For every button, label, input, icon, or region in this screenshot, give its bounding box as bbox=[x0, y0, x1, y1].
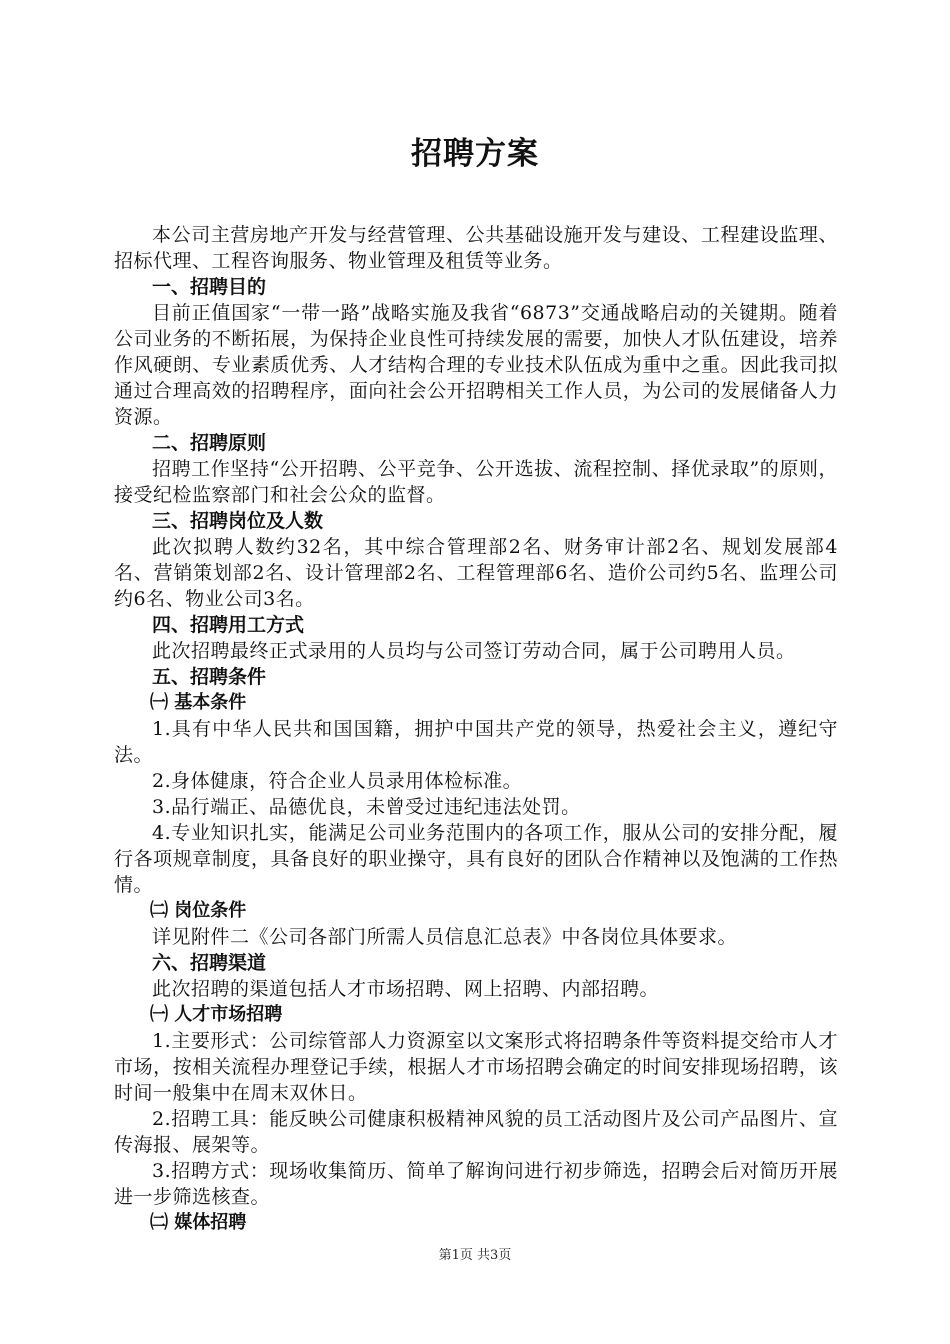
list-item: 4.专业知识扎实，能满足公司业务范围内的各项工作，服从公司的安排分配，履行各项规章制度，具备良好的职业操守，具有良好的团队合作精神以及饱满的工作热情。 bbox=[114, 822, 838, 896]
document-body bbox=[114, 222, 838, 1236]
subsection-heading-post: ㈡ 岗位条件 bbox=[150, 900, 247, 921]
section-heading-conditions: 五、招聘条件 bbox=[152, 666, 267, 688]
list-item: 2.身体健康，符合企业人员录用体检标准。 bbox=[152, 770, 523, 792]
subsection-heading-basic: ㈠ 基本条件 bbox=[150, 692, 247, 713]
section-text-employment: 此次招聘最终正式录用的人员均与公司签订劳动合同，属于公司聘用人员。 bbox=[152, 640, 796, 662]
section-heading-employment: 四、招聘用工方式 bbox=[152, 614, 305, 636]
section-text-purpose: 目前正值国家“一带一路”战略实施及我省“6873”交通战略启动的关键期。随着公司业务的不断拓展，为保持企业良性可持续发展的需要，加快人才队伍建设，培养作风硬朗、专业素质优秀、人才结构合理的专业技术队伍成为重中之重。因此我司拟通过合理高效的招聘程序，面向社会公开招聘相关工作人员，为公司的发展储备人力资源。 bbox=[114, 302, 838, 428]
list-item: 1.主要形式：公司综管部人力资源室以文案形式将招聘条件等资料提交给市人才市场，按相关流程办理登记手续，根据人才市场招聘会确定的时间安排现场招聘，该时间一般集中在周末双休日。 bbox=[114, 1030, 838, 1104]
section-text-principles: 招聘工作坚持“公开招聘、公平竞争、公开选拔、流程控制、择优录取”的原则，接受纪检监察部门和社会公众的监督。 bbox=[114, 458, 838, 506]
section-heading-purpose: 一、招聘目的 bbox=[152, 276, 267, 298]
section-text-positions: 此次拟聘人数约32名，其中综合管理部2名、财务审计部2名、规划发展部4名、营销策划部2名、设计管理部2名、工程管理部6名、造价公司约5名、监理公司约6名、物业公司3名。 bbox=[114, 536, 838, 610]
list-item: 3.招聘方式：现场收集简历、简单了解询问进行初步筛选，招聘会后对简历开展进一步筛选核查。 bbox=[114, 1160, 838, 1208]
list-item: 1.具有中华人民共和国国籍，拥护中国共产党的领导，热爱社会主义，遵纪守法。 bbox=[114, 718, 838, 766]
page-title: 招聘方案 bbox=[411, 136, 539, 172]
subsection-heading-talent-market: ㈠ 人才市场招聘 bbox=[150, 1004, 283, 1025]
list-item: 2.招聘工具：能反映公司健康积极精神风貌的员工活动图片及公司产品图片、宣传海报、展架等。 bbox=[114, 1108, 838, 1156]
subsection-heading-media: ㈡ 媒体招聘 bbox=[150, 1212, 247, 1233]
section-heading-positions: 三、招聘岗位及人数 bbox=[152, 510, 324, 532]
section-text-channels: 此次招聘的渠道包括人才市场招聘、网上招聘、内部招聘。 bbox=[152, 978, 660, 1000]
page-number-footer: 第1页 共3页 bbox=[438, 1248, 512, 1263]
subsection-text-post: 详见附件二《公司各部门所需人员信息汇总表》中各岗位具体要求。 bbox=[152, 926, 738, 948]
section-heading-channels: 六、招聘渠道 bbox=[152, 952, 267, 974]
list-item: 3.品行端正、品德优良，未曾受过违纪违法处罚。 bbox=[152, 796, 581, 818]
section-heading-principles: 二、招聘原则 bbox=[152, 432, 267, 454]
intro-paragraph: 本公司主营房地产开发与经营管理、公共基础设施开发与建设、工程建设监理、招标代理、工程咨询服务、物业管理及租赁等业务。 bbox=[114, 224, 838, 272]
